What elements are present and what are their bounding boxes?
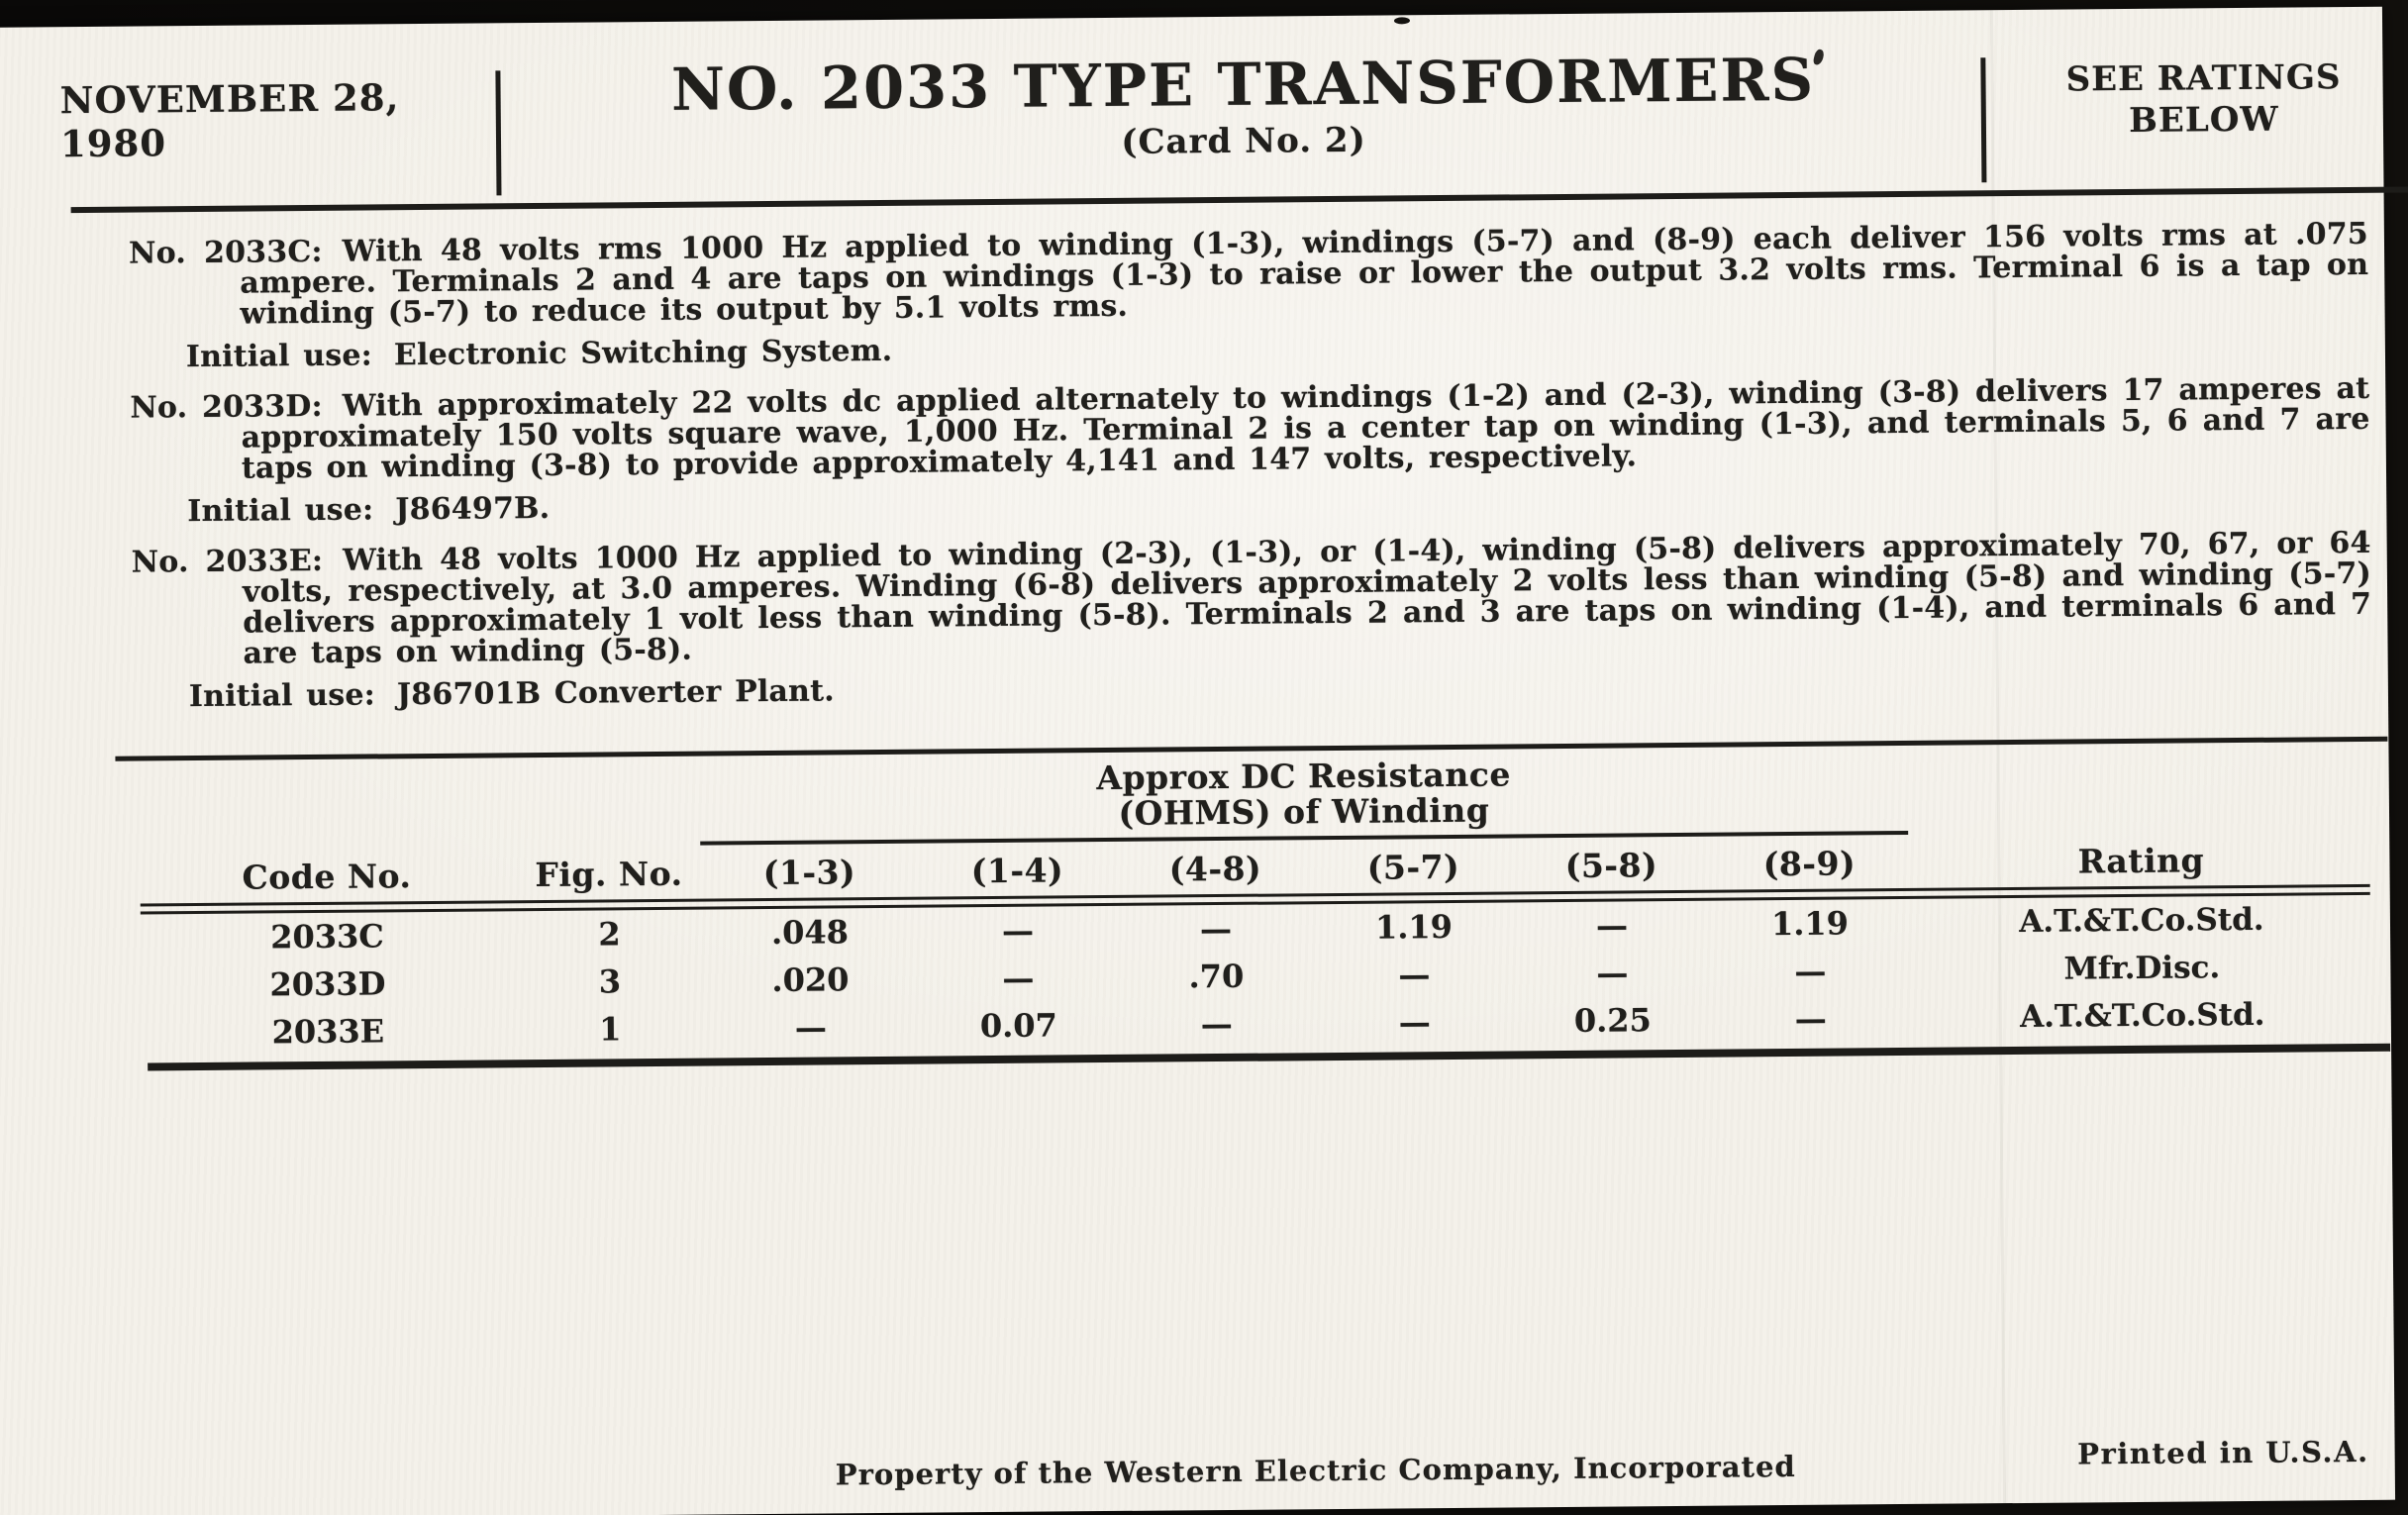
span-header-line: Approx DC Resistance (1096, 755, 1512, 798)
cell-w89: 1.19 (1770, 904, 1850, 944)
scan-artifact (1394, 17, 1410, 24)
code-label: No. 2033E: (131, 543, 324, 580)
initial-use-line (185, 323, 2369, 375)
cell-fig: 2 (598, 915, 621, 954)
cell-w48: .70 (1188, 957, 1245, 996)
cell-rating: A.T.&T.Co.Std. (2019, 901, 2264, 940)
column-header-w48: (4-8) (1168, 849, 1262, 889)
header-divider (495, 70, 501, 195)
description-text: With 48 volts rms 1000 Hz applied to winding (1-3), windings (5-7) and (8-9) each deliver 156 volts rms at .075 ampere. Terminals 2 and 4 are taps on windings (1-3) to raise or lower the output 3.2 volts rms. Terminal 6 is a tap on winding (5-7) to reduce its output by 5.1 volts rms. (240, 216, 2369, 332)
column-header-w58: (5-8) (1564, 846, 1658, 885)
cell-w13: .020 (771, 960, 850, 999)
descriptions-section (128, 216, 2372, 715)
property-note: Property of the Western Electric Company, Incorporated (835, 1449, 1796, 1492)
initial-use-line (187, 477, 2370, 530)
issue-date: NOVEMBER 28, 1980 (59, 75, 400, 166)
card-footer (13, 1434, 2408, 1515)
cell-rating: A.T.&T.Co.Std. (2019, 996, 2265, 1035)
page-title: NO. 2033 TYPE TRANSFORMERS (670, 45, 1816, 124)
cell-w58: — (1596, 954, 1629, 992)
initial-use-line (188, 662, 2372, 715)
ratings-note (2010, 56, 2397, 143)
description-paragraph (128, 216, 2369, 332)
cell-w58: 0.25 (1573, 1001, 1652, 1040)
cell-w14: — (1001, 911, 1035, 950)
initial-use-label: Initial use: (187, 492, 374, 530)
initial-use-value: Electronic Switching System. (393, 333, 893, 373)
initial-use-value: J86497B. (395, 490, 551, 528)
span-header-line: (OHMS) of Winding (1118, 790, 1490, 833)
title-block (515, 45, 1971, 167)
cell-w57: — (1398, 956, 1431, 994)
description-paragraph (131, 525, 2372, 671)
description-text: With approximately 22 volts dc applied alternately to windings (1-2) and (2-3), winding (3-8) delivers 17 amperes at approximately 150 volts square wave, 1,000 Hz. Terminal 2 is a center tap on winding (1-3), and terminals 5, 6 and 7 are taps on winding (3-8) to provide approximately 4,141 and 147 volts, respectively. (241, 370, 2370, 486)
ratings-note-line: SEE RATINGS (2065, 57, 2342, 100)
cell-w14: 0.07 (979, 1006, 1057, 1046)
cell-w48: — (1199, 909, 1233, 949)
scanned-card (0, 7, 2395, 1515)
cell-fig: 1 (599, 1010, 622, 1049)
description-2033C (128, 216, 2369, 375)
table-span-header (700, 754, 1909, 836)
page-subtitle: (Card No. 2) (1121, 120, 1366, 162)
cell-w57: — (1398, 1003, 1431, 1042)
ratings-note-line: BELOW (2129, 99, 2279, 141)
cell-w89: — (1794, 952, 1827, 990)
initial-use-label: Initial use: (185, 338, 373, 375)
initial-use-label: Initial use: (188, 677, 376, 715)
cell-w89: — (1794, 999, 1827, 1038)
printed-in-usa-note: Printed in U.S.A. (2077, 1434, 2369, 1471)
description-2033E (131, 525, 2372, 715)
cell-rating: Mfr.Disc. (2063, 950, 2221, 987)
description-text: With 48 volts 1000 Hz applied to winding (2-3), (1-3), or (1-4), winding (5-8) delivers approximately 70, 67, or 64 volts, respectively, at 3.0 amperes. Winding (6-8) delivers approximately 2 volts less than winding (5-8) and winding (5-7) delivers approximately 1 volt less than winding (5-8). Terminals 2 and 3 are taps on winding (1-4), and terminals 6 and 7 are taps on winding (5-8). (242, 525, 2372, 671)
description-paragraph (130, 370, 2370, 486)
cell-w57: 1.19 (1374, 907, 1454, 947)
cell-w48: — (1200, 1004, 1233, 1044)
description-2033D (130, 370, 2370, 530)
cell-w13: — (794, 1008, 828, 1047)
cell-w58: — (1595, 906, 1629, 945)
cell-w13: .048 (770, 913, 850, 952)
column-header-w13: (1-3) (762, 853, 856, 893)
column-header-w14: (1-4) (970, 851, 1064, 891)
column-header-code: Code No. (242, 857, 412, 897)
cell-fig: 3 (598, 962, 622, 1001)
header-divider (1980, 57, 1986, 182)
cell-w14: — (1002, 959, 1035, 997)
column-header-w89: (8-9) (1762, 844, 1856, 884)
resistance-table (135, 737, 2375, 1071)
code-label: No. 2033D: (130, 388, 324, 426)
cell-code: 2033E (271, 1012, 385, 1052)
initial-use-value: J86701B Converter Plant. (396, 673, 835, 713)
cell-code: 2033D (269, 964, 386, 1004)
column-header-fig: Fig. No. (535, 854, 683, 895)
column-header-rating: Rating (2077, 841, 2205, 881)
cell-code: 2033C (270, 917, 384, 957)
code-label: No. 2033C: (128, 234, 323, 271)
column-header-w57: (5-7) (1366, 847, 1460, 887)
card-header (0, 27, 2408, 198)
